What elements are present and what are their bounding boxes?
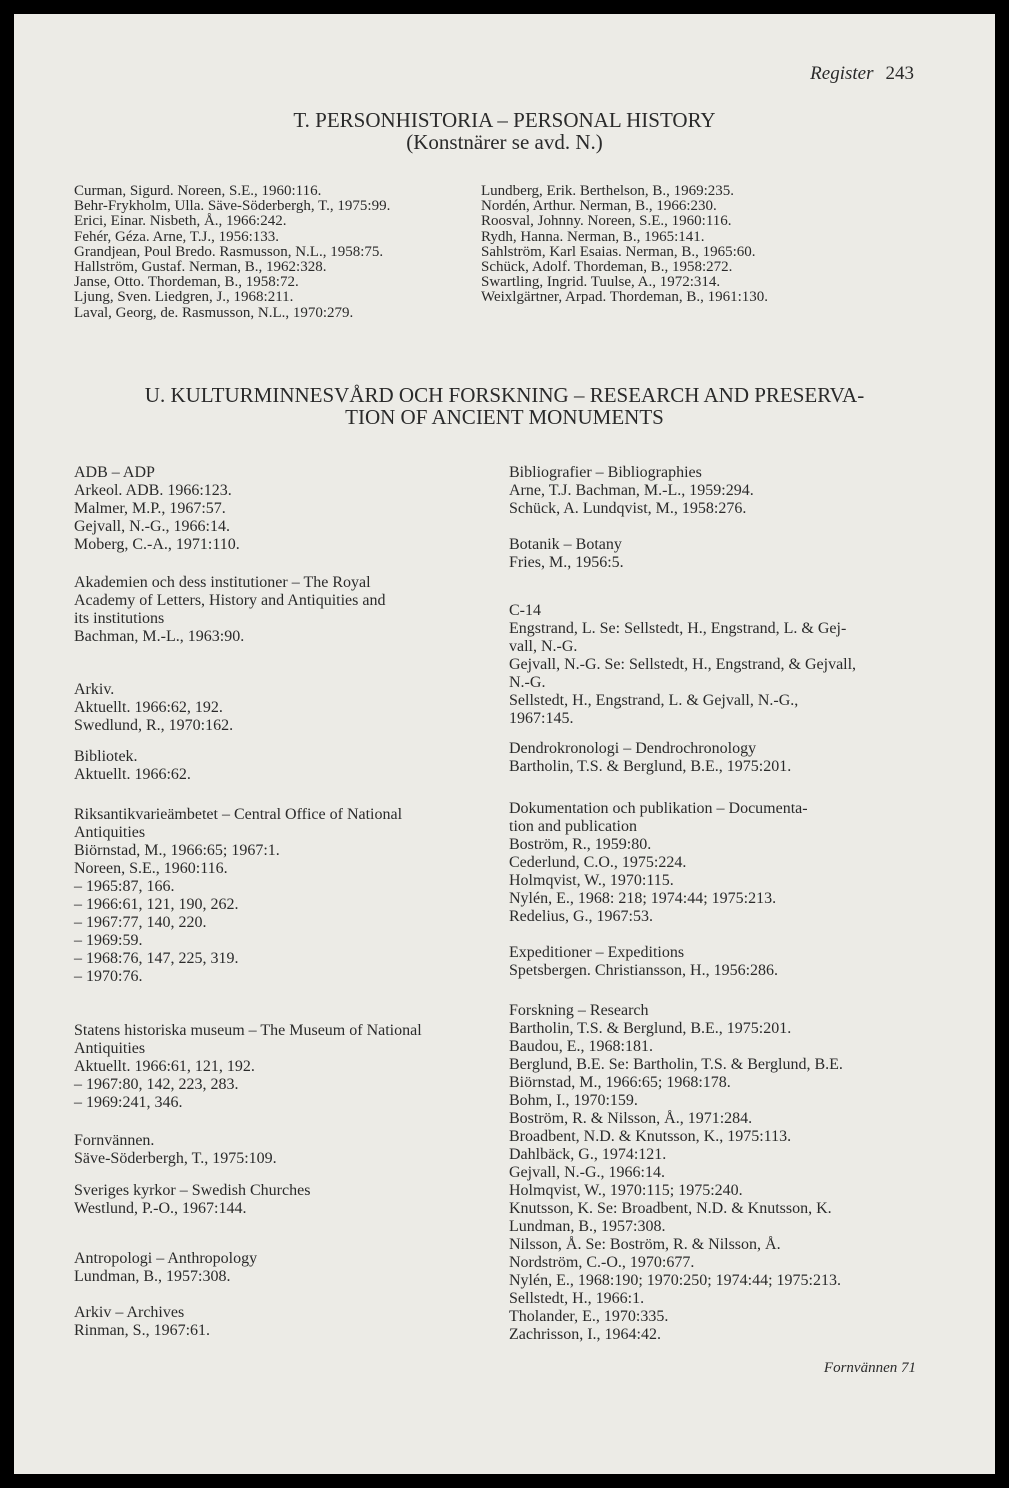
reference-line: Arne, T.J. Bachman, M.-L., 1959:294. — [509, 482, 754, 499]
personal-history-entry: Behr-Frykholm, Ulla. Säve-Söderbergh, T., 1975:99. — [74, 198, 391, 215]
reference-line: Redelius, G., 1967:53. — [509, 908, 653, 925]
reference-line: Fries, M., 1956:5. — [509, 554, 624, 571]
subject-heading: ADB – ADP — [74, 464, 155, 481]
reference-line: Gejvall, N.-G., 1966:14. — [74, 518, 230, 535]
subject-heading: Dendrokronologi – Dendrochronology — [509, 740, 757, 757]
entry-dokumentation — [509, 800, 919, 926]
reference-line: N.-G. — [509, 674, 546, 691]
reference-line: Westlund, P.-O., 1967:144. — [74, 1200, 247, 1217]
personal-history-entry: Sahlström, Karl Esaias. Nerman, B., 1965:60. — [481, 243, 756, 260]
section-t-title: T. PERSONHISTORIA – PERSONAL HISTORY — [293, 108, 716, 132]
reference-line: Bachman, M.-L., 1963:90. — [74, 628, 245, 645]
personal-history-entry: Rydh, Hanna. Nerman, B., 1965:141. — [481, 228, 705, 245]
reference-line: Swedlund, R., 1970:162. — [74, 717, 234, 734]
reference-line: Biörnstad, M., 1966:65; 1967:1. — [74, 842, 280, 859]
subject-heading: Dokumentation och publikation – Documenta- — [509, 800, 808, 817]
entry-dendrokronologi — [509, 740, 919, 776]
entry-forskning — [509, 1002, 919, 1344]
entry-c14 — [509, 602, 919, 728]
reference-line: vall, N.-G. — [509, 638, 578, 655]
personal-history-entry: Laval, Georg, de. Rasmusson, N.L., 1970:279. — [74, 304, 354, 321]
subject-heading: C-14 — [509, 602, 541, 619]
entry-sveriges-kyrkor — [74, 1182, 480, 1218]
reference-line: Bohm, I., 1970:159. — [509, 1092, 638, 1109]
reference-line: Aktuellt. 1966:62. — [74, 766, 191, 783]
reference-line: Cederlund, C.O., 1975:224. — [509, 854, 687, 871]
personal-history-entry: Schück, Adolf. Thordeman, B., 1958:272. — [481, 259, 733, 276]
personal-history-entry: Hallström, Gustaf. Nerman, B., 1962:328. — [74, 259, 327, 276]
reference-line: Gejvall, N.-G. Se: Sellstedt, H., Engstrand, & Gejvall, — [509, 656, 857, 673]
reference-line: Dahlbäck, G., 1974:121. — [509, 1146, 667, 1163]
subject-heading: Bibliotek. — [74, 748, 138, 765]
reference-line: Aktuellt. 1966:62, 192. — [74, 699, 223, 716]
reference-line: Bartholin, T.S. & Berglund, B.E., 1975:201. — [509, 1020, 792, 1037]
entry-adb — [74, 464, 480, 554]
reference-line: Tholander, E., 1970:335. — [509, 1308, 669, 1325]
reference-line: – 1966:61, 121, 190, 262. — [74, 896, 239, 913]
reference-line: Broadbent, N.D. & Knutsson, K., 1975:113. — [509, 1128, 792, 1145]
section-u-title-line-1: U. KULTURMINNESVÅRD OCH FORSKNING – RESEARCH AND PRESERVA- — [144, 383, 865, 407]
subject-heading: tion and publication — [509, 818, 637, 835]
subject-heading: Akademien och dess institutioner – The Royal — [74, 574, 371, 591]
section-t-right-column — [481, 184, 768, 306]
entry-arkiv — [74, 681, 480, 735]
reference-line: Aktuellt. 1966:61, 121, 192. — [74, 1058, 255, 1075]
reference-line: Rinman, S., 1967:61. — [74, 1322, 211, 1339]
entry-fornvannen — [74, 1132, 480, 1168]
reference-line: Boström, R. & Nilsson, Å., 1971:284. — [509, 1110, 753, 1127]
personal-history-entry: Curman, Sigurd. Noreen, S.E., 1960:116. — [74, 183, 322, 199]
reference-line: Spetsbergen. Christiansson, H., 1956:286. — [509, 962, 779, 979]
reference-line: Säve-Söderbergh, T., 1975:109. — [74, 1150, 277, 1167]
reference-line: Sellstedt, H., 1966:1. — [509, 1290, 645, 1307]
reference-line: Nilsson, Å. Se: Boström, R. & Nilsson, Å. — [509, 1236, 781, 1253]
reference-line: – 1965:87, 166. — [74, 878, 175, 895]
reference-line: – 1969:241, 346. — [74, 1094, 183, 1111]
section-u-title-line-2: TION OF ANCIENT MONUMENTS — [345, 405, 664, 429]
reference-line: Boström, R., 1959:80. — [509, 836, 652, 853]
entry-arkiv-archives — [74, 1304, 480, 1340]
entry-bibliografier — [509, 464, 919, 518]
subject-heading: Expeditioner – Expeditions — [509, 944, 685, 961]
reference-line: Lundman, B., 1957:308. — [509, 1218, 666, 1235]
reference-line: Holmqvist, W., 1970:115; 1975:240. — [509, 1182, 743, 1199]
personal-history-entry: Fehér, Géza. Arne, T.J., 1956:133. — [74, 228, 280, 245]
personal-history-entry: Ljung, Sven. Liedgren, J., 1968:211. — [74, 289, 294, 306]
entry-expeditioner — [509, 944, 919, 980]
subject-heading: Bibliografier – Bibliographies — [509, 464, 702, 481]
reference-line: Holmqvist, W., 1970:115. — [509, 872, 674, 889]
reference-line: Schück, A. Lundqvist, M., 1958:276. — [509, 500, 747, 517]
reference-line: Malmer, M.P., 1967:57. — [74, 500, 226, 517]
section-t-left-column — [74, 184, 390, 321]
subject-heading: Fornvännen. — [74, 1132, 155, 1149]
entry-antropologi — [74, 1250, 480, 1286]
page — [14, 14, 995, 1474]
reference-line: Nylén, E., 1968:190; 1970:250; 1974:44; 1975:213. — [509, 1272, 841, 1289]
subject-heading: Botanik – Botany — [509, 536, 622, 553]
subject-heading: Antiquities — [74, 1040, 146, 1057]
page-number: 243 — [885, 63, 914, 84]
entry-statens-historiska-museum — [74, 1022, 480, 1112]
personal-history-entry: Roosval, Johnny. Noreen, S.E., 1960:116. — [481, 213, 732, 230]
reference-line: Noreen, S.E., 1960:116. — [74, 860, 228, 877]
entry-riksantikvarieambetet — [74, 806, 480, 986]
subject-heading: Sveriges kyrkor – Swedish Churches — [74, 1182, 311, 1199]
subject-heading: Arkiv – Archives — [74, 1304, 185, 1321]
reference-line: – 1967:77, 140, 220. — [74, 914, 207, 931]
subject-heading: Forskning – Research — [509, 1002, 649, 1019]
subject-heading: its institutions — [74, 610, 165, 627]
subject-heading: Antiquities — [74, 824, 146, 841]
personal-history-entry: Swartling, Ingrid. Tuulse, A., 1972:314. — [481, 274, 721, 291]
reference-line: Moberg, C.-A., 1971:110. — [74, 536, 240, 553]
reference-line: Nordström, C.-O., 1970:677. — [509, 1254, 695, 1271]
reference-line: Sellstedt, H., Engstrand, L. & Gejvall, N.-G., — [509, 692, 799, 709]
entry-botanik — [509, 536, 919, 572]
reference-line: Biörnstad, M., 1966:65; 1968:178. — [509, 1074, 731, 1091]
personal-history-entry: Grandjean, Poul Bredo. Rasmusson, N.L., 1958:75. — [74, 243, 384, 260]
running-header-section: Register — [810, 63, 874, 84]
reference-line: 1967:145. — [509, 710, 574, 727]
reference-line: – 1970:76. — [74, 968, 143, 985]
reference-line: – 1968:76, 147, 225, 319. — [74, 950, 239, 967]
subject-heading: Arkiv. — [74, 681, 115, 698]
reference-line: – 1967:80, 142, 223, 283. — [74, 1076, 239, 1093]
personal-history-entry: Nordén, Arthur. Nerman, B., 1966:230. — [481, 198, 717, 215]
subject-heading: Riksantikvarieämbetet – Central Office of National — [74, 806, 403, 823]
reference-line: Lundman, B., 1957:308. — [74, 1268, 231, 1285]
reference-line: – 1969:59. — [74, 932, 143, 949]
entry-akademien — [74, 574, 480, 646]
footer-journal: Fornvännen 71 — [823, 1360, 916, 1376]
section-t-subtitle: (Konstnärer se avd. N.) — [406, 130, 603, 154]
reference-line: Bartholin, T.S. & Berglund, B.E., 1975:201. — [509, 758, 792, 775]
reference-line: Baudou, E., 1968:181. — [509, 1038, 653, 1055]
entry-bibliotek — [74, 748, 480, 784]
reference-line: Knutsson, K. Se: Broadbent, N.D. & Knutsson, K. — [509, 1200, 832, 1217]
subject-heading: Antropologi – Anthropology — [74, 1250, 258, 1267]
reference-line: Berglund, B.E. Se: Bartholin, T.S. & Berglund, B.E. — [509, 1056, 843, 1073]
subject-heading: Academy of Letters, History and Antiquities and — [74, 592, 386, 609]
personal-history-entry: Erici, Einar. Nisbeth, Å., 1966:242. — [74, 213, 287, 230]
personal-history-entry: Lundberg, Erik. Berthelson, B., 1969:235. — [481, 183, 735, 199]
reference-line: Engstrand, L. Se: Sellstedt, H., Engstrand, L. & Gej- — [509, 620, 847, 637]
running-header — [14, 63, 914, 85]
reference-line: Arkeol. ADB. 1966:123. — [74, 482, 232, 499]
personal-history-entry: Weixlgärtner, Arpad. Thordeman, B., 1961:130. — [481, 289, 769, 306]
personal-history-entry: Janse, Otto. Thordeman, B., 1958:72. — [74, 274, 299, 291]
reference-line: Zachrisson, I., 1964:42. — [509, 1326, 661, 1343]
subject-heading: Statens historiska museum – The Museum of National — [74, 1022, 422, 1039]
reference-line: Nylén, E., 1968: 218; 1974:44; 1975:213. — [509, 890, 777, 907]
reference-line: Gejvall, N.-G., 1966:14. — [509, 1164, 665, 1181]
